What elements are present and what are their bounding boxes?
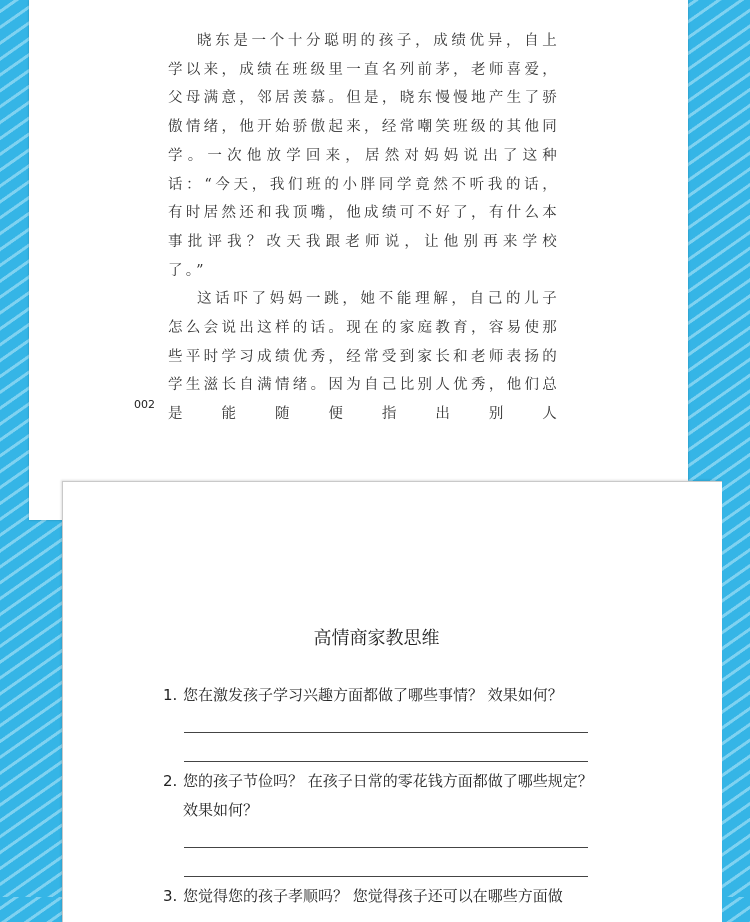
answer-line[interactable] xyxy=(184,876,588,877)
page-number: 002 xyxy=(134,398,155,411)
book-page-front xyxy=(62,481,722,922)
answer-line[interactable] xyxy=(184,847,588,848)
story-paragraph: 晓东是一个十分聪明的孩子，成绩优异，自上学以来，成绩在班级里一直名列前茅，老师喜爱，父母满意，邻居羡慕。但是，晓东慢慢地产生了骄傲情绪，他开始骄傲起来，经常嘲笑班级的其他同学。一次他放学回来，居然对妈妈说出了这种话：“今天，我们班的小胖同学竟然不听我的话，有时居然还和我顶嘴，他成绩可不好了，有什么本事批评我？改天我跟老师说，让他别再来学校了。” xyxy=(168,33,560,279)
question-number: 1. xyxy=(163,686,178,704)
question-text: 您的孩子节俭吗？ 在孩子日常的零花钱方面都做了哪些规定？ 效果如何？ xyxy=(183,772,593,819)
answer-line[interactable] xyxy=(184,761,588,762)
question-item xyxy=(163,767,593,825)
answer-line[interactable] xyxy=(184,732,588,733)
question-text: 您在激发孩子学习兴趣方面都做了哪些事情？ 效果如何？ xyxy=(183,686,563,704)
book-page-back xyxy=(29,0,688,520)
question-number: 3. xyxy=(163,887,178,905)
section-title: 高情商家教思维 xyxy=(313,628,440,649)
story-text xyxy=(168,27,560,429)
story-paragraph: 这话吓了妈妈一跳，她不能理解，自己的儿子怎么会说出这样的话。现在的家庭教育，容易使那些平时学习成绩优秀，经常受到家长和老师表扬的学生滋长自满情绪。因为自己比别人优秀，他们总是能随便指出别人 xyxy=(168,291,560,423)
question-item xyxy=(163,681,593,710)
question-number: 2. xyxy=(163,772,178,790)
question-text: 您觉得您的孩子孝顺吗？ 您觉得孩子还可以在哪些方面做 xyxy=(183,887,563,905)
